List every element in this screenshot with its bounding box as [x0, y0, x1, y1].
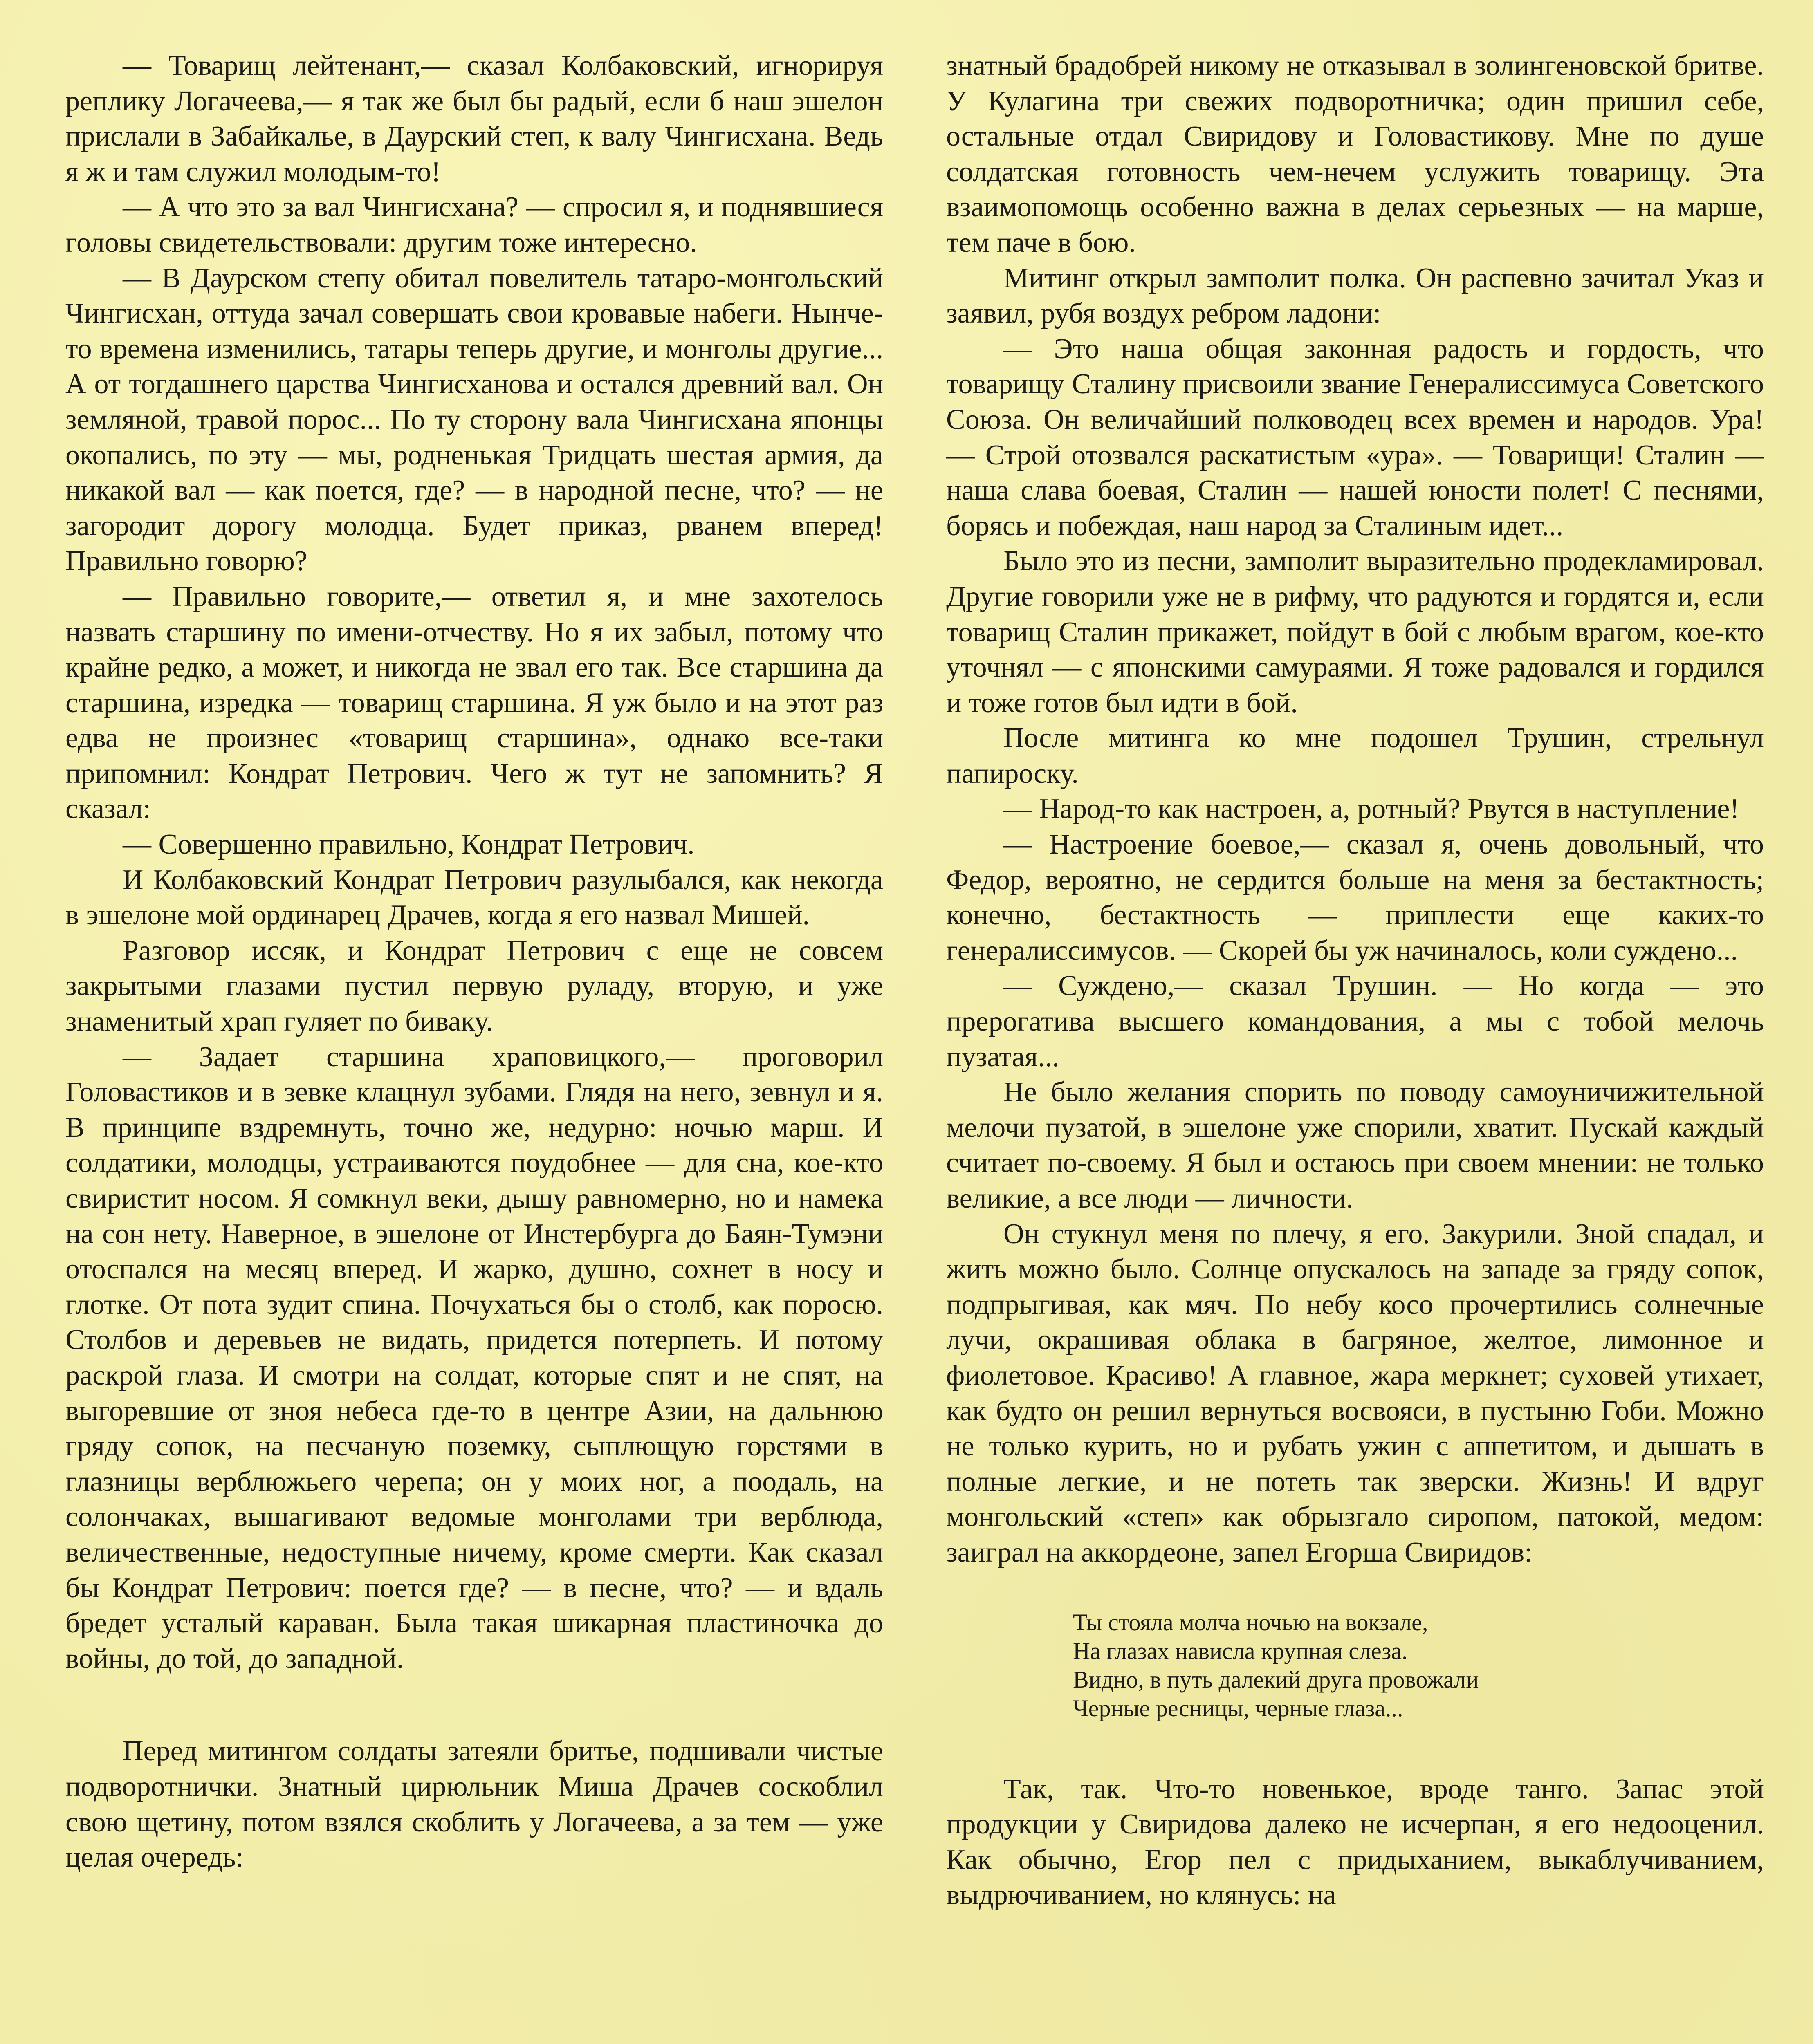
paragraph: — Это наша общая законная радость и гордость, что товарищу Сталину присвоили звание Генералиссимуса Советского Союза. Он величайший полководец всех времен и народов. Ура! — Строй отозвался раскатистым «ура». — Товарищи! Сталин — наша слава боевая, Сталин — нашей юности полет! С песнями, борясь и побеждая, наш народ за Сталиным идет...	[946, 333, 1764, 542]
right-column	[946, 48, 1764, 1913]
verse-line: Ты стояла молча ночью на вокзале,	[1073, 1609, 1428, 1636]
paragraph: — Правильно говорите,— ответил я, и мне захотелось назвать старшину по имени-отчеству. Но я их забыл, потому что крайне редко, а может, и никогда не звал его так. Все старшина да старшина, изредка — товарищ старшина. Я уж было и на этот раз едва не произнес «товарищ старшина», однако все-таки припомнил: Кондрат Петрович. Чего ж тут не запомнить? Я сказал:	[65, 580, 883, 825]
verse-line: Черные ресницы, черные глаза...	[1073, 1694, 1403, 1721]
paragraph: После митинга ко мне подошел Трушин, стрельнул папироску.	[946, 722, 1764, 789]
paragraph: Так, так. Что-то новенькое, вроде танго. Запас этой продукции у Свиридова далеко не исчерпан, я его недооценил. Как обычно, Егор пел с придыханием, выкаблучиванием, выдрючиванием, но клянусь: на	[946, 1773, 1764, 1911]
paragraph: И Колбаковский Кондрат Петрович разулыбался, как некогда в эшелоне мой ординарец Драчев, когда я его назвал Мишей.	[65, 864, 883, 931]
paragraph: Не было желания спорить по поводу самоуничижительной мелочи пузатой, в эшелоне уже спорили, хватит. Пускай каждый считает по-своему. Я был и остаюсь при своем мнении: не только великие, а все люди — личности.	[946, 1076, 1764, 1214]
paragraph: — В Даурском степу обитал повелитель татаро-монгольский Чингисхан, оттуда зачал совершать свои кровавые набеги. Нынче-то времена изменились, татары теперь другие, и монголы другие... А от тогдашнего царства Чингисханова и остался древний вал. Он земляной, травой порос... По ту сторону вала Чингисхана японцы окопались, по эту — мы, родненькая Тридцать шестая армия, да никакой вал — как поется, где? — в народной песне, что? — не загородит дорогу молодца. Будет приказ, рванем вперед! Правильно говорю?	[65, 262, 883, 577]
paragraph: — Совершенно правильно, Кондрат Петрович.	[123, 829, 695, 861]
verse-line: На глазах нависла крупная слеза.	[1073, 1637, 1408, 1664]
left-column	[65, 48, 883, 1876]
verse-line: Видно, в путь далекий друга провожали	[1073, 1666, 1479, 1693]
paragraph: Перед митингом солдаты затеяли бритье, подшивали чистые подворотнички. Знатный цирюльник Миша Драчев соскоблил свою щетину, потом взялся скоблить у Логачеева, а за тем — уже целая очередь:	[65, 1735, 883, 1874]
section-break	[65, 1676, 883, 1734]
paragraph-continued: знатный брадобрей никому не отказывал в золингеновской бритве. У Кулагина три свежих подворотничка; один пришил себе, остальные отдал Свиридову и Головастикову. Мне по душе солдатская готовность чем-нечем услужить товарищу. Эта взаимопомощь особенно важна в делах серьезных — на марше, тем паче в бою.	[946, 50, 1764, 258]
paragraph: — Народ-то как настроен, а, ротный? Рвутся в наступление!	[1003, 793, 1739, 825]
paragraph: — Товарищ лейтенант,— сказал Колбаковский, игнорируя реплику Логачеева,— я так же был бы радый, если б наш эшелон прислали в Забайкалье, в Даурский степ, к валу Чингисхана. Ведь я ж и там служил молодым-то!	[65, 50, 883, 188]
paragraph: — Суждено,— сказал Трушин. — Но когда — это прерогатива высшего командования, а мы с тобой мелочь пузатая...	[946, 970, 1764, 1073]
paragraph: Митинг открыл замполит полка. Он распевно зачитал Указ и заявил, рубя воздух ребром ладони:	[946, 262, 1764, 329]
paragraph: — Задает старшина храповицкого,— проговорил Головастиков и в зевке клацнул зубами. Глядя на него, зевнул и я. В принципе вздремнуть, точно же, недурно: ночью марш. И солдатики, молодцы, устраиваются поудобнее — для сна, кое-кто свиристит носом. Я сомкнул веки, дышу равномерно, но и намека на сон нету. Наверное, в эшелоне от Инстербурга до Баян-Тумэни отоспался на месяц вперед. И жарко, душно, сохнет в носу и глотке. От пота зудит спина. Почухаться бы о столб, как поросю. Столбов и деревьев не видать, придется потерпеть. И потому раскрой глаза. И смотри на солдат, которые спят и не спят, на выгоревшие от зноя небеса где-то в центре Азии, на дальнюю гряду сопок, на песчаную поземку, сыплющую горстями в глазницы верблюжьего черепа; он у моих ног, а поодаль, на солончаках, вышагивают ведомые монголами три верблюда, величественные, недоступные ничему, кроме смерти. Как сказал бы Кондрат Петрович: поется где? — в песне, что? — и вдаль бредет усталый караван. Была такая шикарная пластиночка до войны, до той, до западной.	[65, 1041, 883, 1674]
paragraph: Он стукнул меня по плечу, я его. Закурили. Зной спадал, и жить можно было. Солнце опускалось на западе за гряду сопок, подпрыгивая, как мяч. По небу косо прочертились солнечные лучи, окрашивая облака в багряное, желтое, лимонное и фиолетовое. Красиво! А главное, жара меркнет; суховей утихает, как будто он решил вернуться восвояси, в пустыню Гоби. Можно не только курить, но и рубать ужин с аппетитом, и дышать в полные легкие, и не потеть так зверски. Жизнь! И вдруг монгольский «степ» как обрызгало сиропом, патокой, медом: заиграл на аккордеоне, запел Егорша Свиридов:	[946, 1218, 1764, 1568]
song-verse	[1073, 1608, 1764, 1723]
paragraph: — А что это за вал Чингисхана? — спросил я, и поднявшиеся головы свидетельствовали: другим тоже интересно.	[65, 191, 883, 258]
paragraph: Было это из песни, замполит выразительно продекламировал. Другие говорили уже не в рифму, что радуются и гордятся и, если товарищ Сталин прикажет, пойдут в бой с любым врагом, кое-кто уточнял — с японскими самураями. Я тоже радовался и гордился и тоже готов был идти в бой.	[946, 545, 1764, 719]
paragraph: Разговор иссяк, и Кондрат Петрович с еще не совсем закрытыми глазами пустил первую руладу, вторую, и уже знаменитый храп гуляет по биваку.	[65, 935, 883, 1038]
paragraph: — Настроение боевое,— сказал я, очень довольный, что Федор, вероятно, не сердится больше на меня за бестактность; конечно, бестактность — приплести еще каких-то генералиссимусов. — Скорей бы уж начиналось, коли суждено...	[946, 829, 1764, 966]
